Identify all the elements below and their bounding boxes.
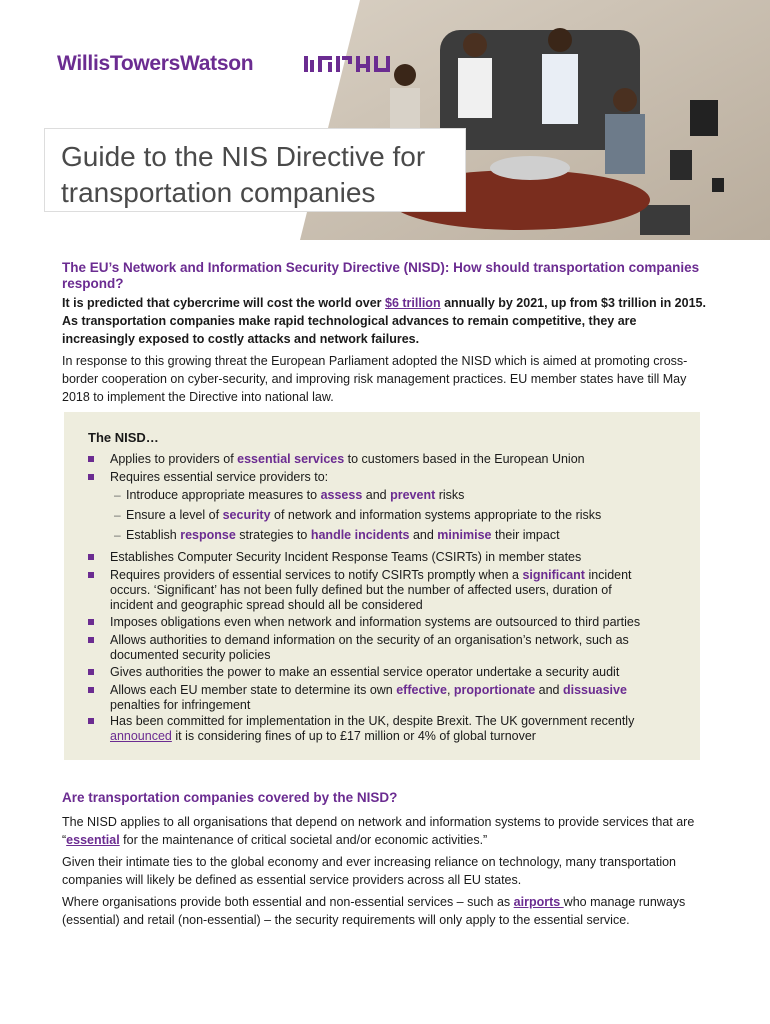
- coverage-heading: Are transportation companies covered by the NISD?: [62, 790, 398, 805]
- page-title: [61, 139, 449, 211]
- list-item: Requires providers of essential services to notify CSIRTs promptly when a significant incident occurs. ‘Significant’ has not been fully defined but the number of affected users, duration of incident and geographic spread should all be considered: [110, 568, 632, 612]
- lead-text-b: annually by 2021, up from $3 trillion in 2015. As transportation companies make rapid technological advances to remain competitive, they are increasingly exposed to costly attacks and network failures.: [62, 296, 706, 346]
- essential-link[interactable]: essential: [66, 833, 120, 847]
- dash-icon: –: [114, 488, 121, 502]
- list-item: Requires essential service providers to:: [110, 470, 329, 484]
- six-trillion-link[interactable]: $6 trillion: [385, 296, 441, 310]
- lead-text-a: It is predicted that cybercrime will cost the world over: [62, 296, 386, 310]
- announced-link[interactable]: announced: [110, 729, 172, 743]
- title-line-2: transportation companies: [61, 177, 376, 208]
- list-item: Applies to providers of essential services to customers based in the European Union: [110, 452, 585, 466]
- sub-item: Establish response strategies to handle incidents and minimise their impact: [126, 528, 560, 542]
- coverage-p1: The NISD applies to all organisations that depend on network and information systems to provide services that are “essential for the maintenance of critical societal and/or economic activities.”: [62, 815, 695, 847]
- bullet-icon: [88, 687, 94, 693]
- bullet-icon: [88, 456, 94, 462]
- intro-lead: [62, 294, 712, 348]
- intro-body: In response to this growing threat the European Parliament adopted the NISD which is aimed at promoting cross-border cooperation on cyber-security, and improving risk management practices. EU member states have till May 2018 to implement the Directive into national law.: [62, 354, 688, 404]
- bullet-icon: [88, 554, 94, 560]
- list-item: Allows authorities to demand information on the security of an organisation’s network, such as documented security policies: [110, 633, 629, 662]
- list-item: Allows each EU member state to determine its own effective, proportionate and dissuasive penalties for infringement: [110, 683, 627, 712]
- hero-banner: [0, 0, 770, 240]
- bullet-icon: [88, 619, 94, 625]
- title-line-1: Guide to the NIS Directive for: [61, 141, 426, 172]
- intro-heading: The EU’s Network and Information Security Directive (NISD): How should transportation companies respond?: [62, 260, 700, 291]
- company-logo: WillisTowersWatson: [57, 52, 254, 75]
- nisd-summary-box: [64, 412, 700, 760]
- bullet-icon: [88, 718, 94, 724]
- sub-item: Ensure a level of security of network and information systems appropriate to the risks: [126, 508, 602, 522]
- airports-link[interactable]: airports: [513, 895, 564, 909]
- logo-bars-icon: [304, 56, 392, 72]
- sub-item: Introduce appropriate measures to assess and prevent risks: [126, 488, 465, 502]
- coverage-p3: Where organisations provide both essential and non-essential services – such as airports who manage runways (essential) and retail (non-essential) – the security requirements will only apply to the essential service.: [62, 895, 686, 927]
- list-item: Imposes obligations even when network and information systems are outsourced to third parties: [110, 615, 641, 629]
- dash-icon: –: [114, 508, 121, 522]
- bullet-icon: [88, 572, 94, 578]
- dash-icon: –: [114, 528, 121, 542]
- bullet-icon: [88, 637, 94, 643]
- list-item: Establishes Computer Security Incident Response Teams (CSIRTs) in member states: [110, 550, 582, 564]
- list-item: Gives authorities the power to make an essential service operator undertake a security audit: [110, 665, 620, 679]
- bullet-icon: [88, 669, 94, 675]
- box-heading: The NISD…: [88, 430, 159, 445]
- title-box: [44, 128, 466, 212]
- bullet-icon: [88, 474, 94, 480]
- list-item: Has been committed for implementation in the UK, despite Brexit. The UK government recently announced it is considering fines of up to £17 million or 4% of global turnover: [110, 714, 635, 743]
- coverage-p2: Given their intimate ties to the global economy and ever increasing reliance on technology, many transportation companies will likely be defined as essential service providers across all EU states.: [62, 855, 677, 887]
